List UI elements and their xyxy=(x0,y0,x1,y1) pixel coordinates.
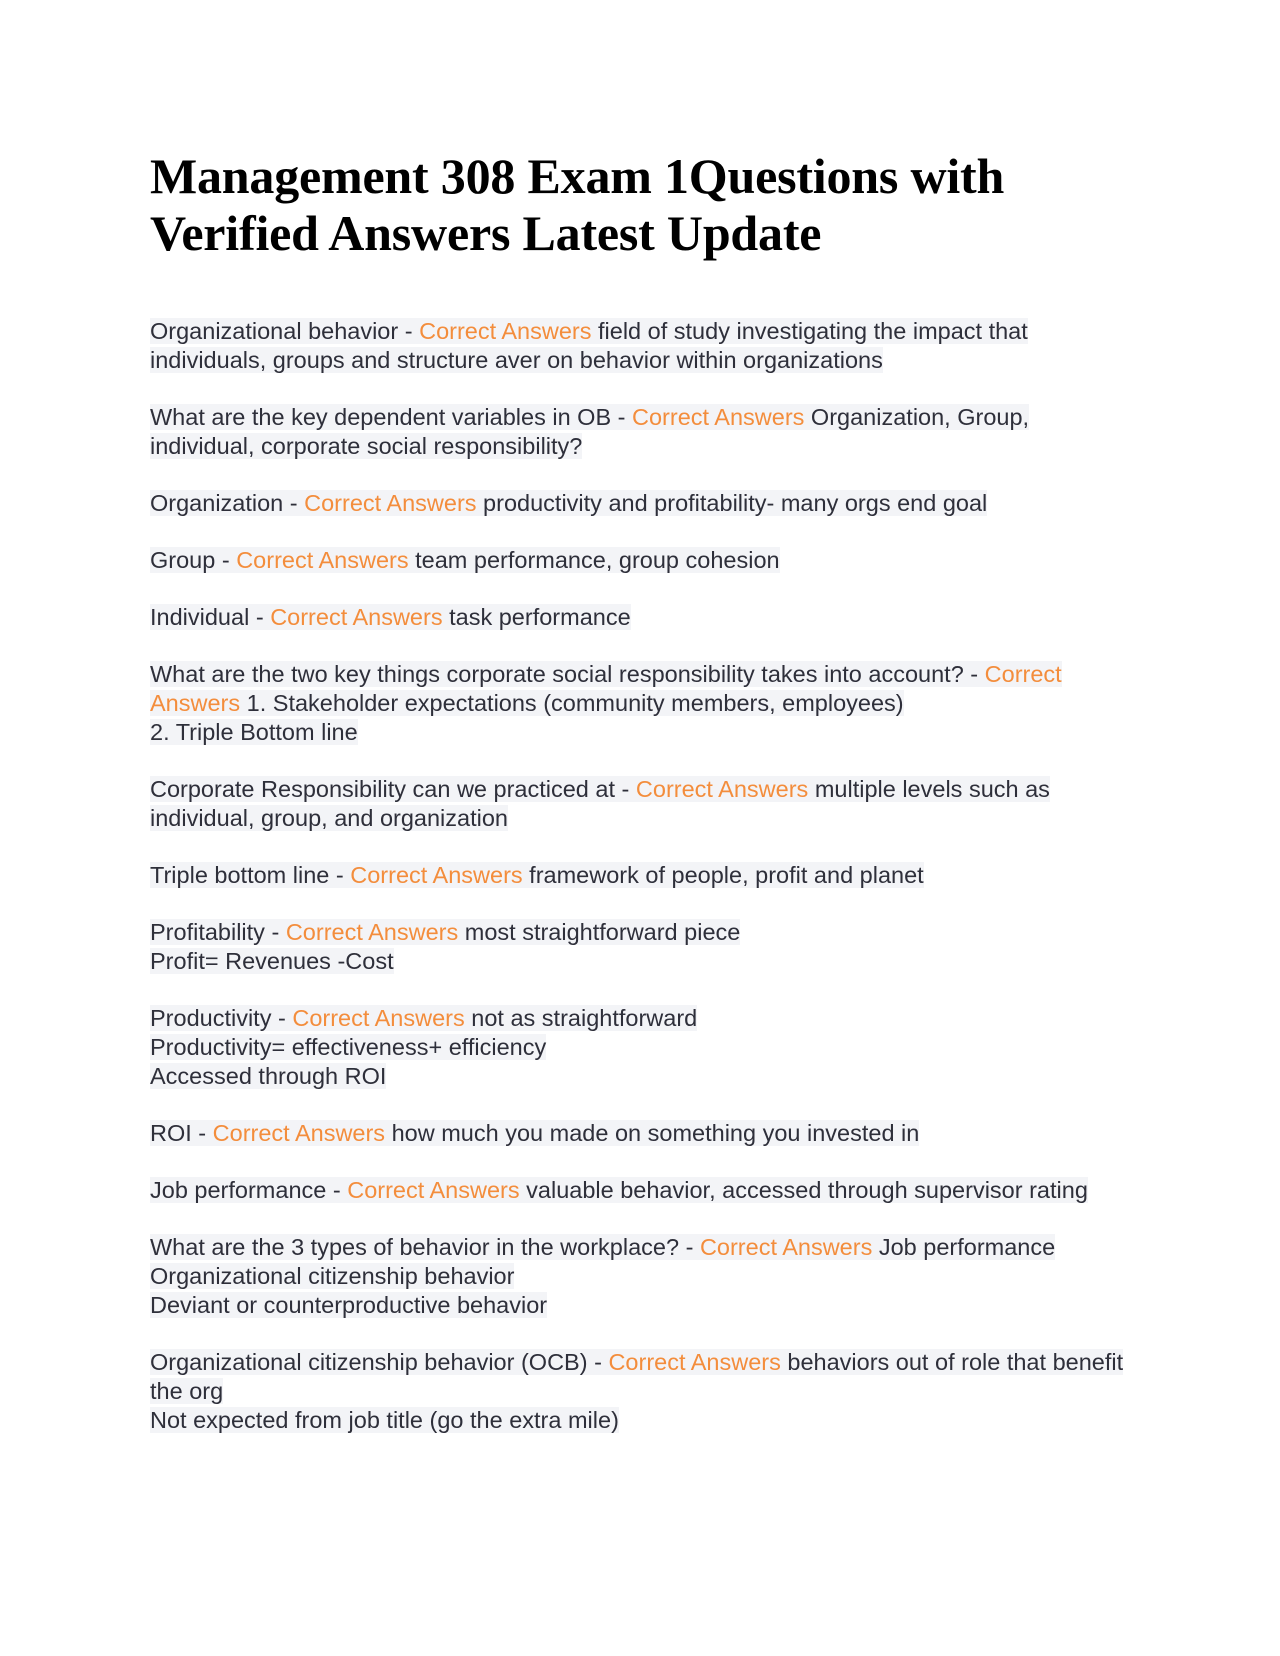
correct-answers-marker: Correct Answers xyxy=(699,1234,873,1260)
qa-term: Productivity - xyxy=(150,1005,293,1031)
qa-term: What are the key dependent variables in OB - xyxy=(150,404,633,430)
qa-list xyxy=(150,317,1130,1435)
correct-answers-marker: Correct Answers xyxy=(270,604,443,630)
qa-answer-line xyxy=(150,1033,1130,1062)
qa-entry xyxy=(150,603,1130,632)
qa-entry xyxy=(150,660,1130,747)
qa-answer: most straightforward piece xyxy=(458,919,741,945)
correct-answers-marker: Correct Answers xyxy=(292,1005,465,1031)
qa-highlight xyxy=(150,318,1028,373)
qa-answer-line xyxy=(150,1062,1130,1091)
document-page xyxy=(150,148,1130,1463)
qa-answer-line-text: Not expected from job title (go the extra mile) xyxy=(150,1407,619,1433)
qa-entry xyxy=(150,861,1130,890)
qa-answer: productivity and profitability- many orgs end goal xyxy=(476,490,988,516)
qa-answer-line xyxy=(150,1291,1130,1320)
qa-term: ROI - xyxy=(150,1120,213,1146)
qa-entry xyxy=(150,403,1130,461)
qa-answer: behaviors out of role that benefit the org xyxy=(150,1349,1124,1404)
qa-entry xyxy=(150,1004,1130,1091)
qa-entry xyxy=(150,546,1130,575)
qa-term: Organization - xyxy=(150,490,305,516)
qa-term: Organizational behavior - xyxy=(150,318,420,344)
qa-highlight xyxy=(150,604,631,630)
qa-answer-line-text: Productivity= effectiveness+ efficiency xyxy=(150,1034,547,1060)
correct-answers-marker: Correct Answers xyxy=(632,404,805,430)
correct-answers-marker: Correct Answers xyxy=(150,661,1062,716)
qa-term: Profitability - xyxy=(150,919,286,945)
correct-answers-marker: Correct Answers xyxy=(285,919,459,945)
qa-entry xyxy=(150,317,1130,375)
correct-answers-marker: Correct Answers xyxy=(419,318,592,344)
qa-entry xyxy=(150,918,1130,976)
correct-answers-marker: Correct Answers xyxy=(304,490,477,516)
qa-answer: Organization, Group, individual, corporate social responsibility? xyxy=(150,404,1030,459)
correct-answers-marker: Correct Answers xyxy=(236,547,409,573)
correct-answers-marker: Correct Answers xyxy=(608,1349,781,1375)
qa-highlight xyxy=(150,490,987,516)
qa-highlight xyxy=(150,1005,697,1031)
qa-entry xyxy=(150,1176,1130,1205)
qa-term: Corporate Responsibility can we practiced at - xyxy=(150,776,636,802)
qa-term: Triple bottom line - xyxy=(150,862,351,888)
qa-answer: team performance, group cohesion xyxy=(408,547,780,573)
qa-answer-line-text: Deviant or counterproductive behavior xyxy=(150,1292,548,1318)
qa-answer: valuable behavior, accessed through supervisor rating xyxy=(519,1177,1088,1203)
qa-term: Group - xyxy=(150,547,237,573)
qa-highlight xyxy=(150,919,740,945)
qa-highlight xyxy=(150,862,924,888)
qa-answer-line xyxy=(150,1406,1130,1435)
qa-answer: Job performance xyxy=(872,1234,1056,1260)
qa-highlight xyxy=(150,661,1062,716)
qa-highlight xyxy=(150,776,1050,831)
qa-answer-line-text: Accessed through ROI xyxy=(150,1063,387,1089)
correct-answers-marker: Correct Answers xyxy=(635,776,809,802)
correct-answers-marker: Correct Answers xyxy=(350,862,523,888)
qa-highlight xyxy=(150,1349,1123,1404)
qa-entry xyxy=(150,1348,1130,1435)
document-title: Management 308 Exam 1Questions with Verified Answers Latest Update xyxy=(150,148,1005,261)
qa-answer: 1. Stakeholder expectations (community members, employees) xyxy=(240,690,904,716)
qa-answer-line xyxy=(150,1262,1130,1291)
qa-answer: not as straightforward xyxy=(464,1005,698,1031)
qa-answer-line xyxy=(150,718,1130,747)
qa-entry xyxy=(150,1119,1130,1148)
qa-highlight xyxy=(150,547,780,573)
qa-term: What are the 3 types of behavior in the workplace? - xyxy=(150,1234,700,1260)
qa-term: Individual - xyxy=(150,604,271,630)
qa-answer-line xyxy=(150,947,1130,976)
correct-answers-marker: Correct Answers xyxy=(347,1177,520,1203)
qa-term: Job performance - xyxy=(150,1177,348,1203)
qa-answer: task performance xyxy=(442,604,631,630)
qa-answer-line-text: Profit= Revenues -Cost xyxy=(150,948,394,974)
qa-entry xyxy=(150,489,1130,518)
qa-highlight xyxy=(150,1177,1088,1203)
qa-answer: framework of people, profit and planet xyxy=(522,862,924,888)
qa-entry xyxy=(150,1233,1130,1320)
qa-term: Organizational citizenship behavior (OCB) - xyxy=(150,1349,609,1375)
qa-term: What are the two key things corporate social responsibility takes into account? - xyxy=(150,661,985,687)
qa-answer-line-text: 2. Triple Bottom line xyxy=(150,719,358,745)
qa-answer: how much you made on something you invested in xyxy=(385,1120,920,1146)
qa-highlight xyxy=(150,404,1029,459)
qa-highlight xyxy=(150,1120,919,1146)
qa-entry xyxy=(150,775,1130,833)
qa-answer: multiple levels such as individual, group, and organization xyxy=(150,776,1050,831)
qa-answer-line-text: Organizational citizenship behavior xyxy=(150,1263,515,1289)
correct-answers-marker: Correct Answers xyxy=(212,1120,386,1146)
qa-answer: field of study investigating the impact that individuals, groups and structure aver on behavior within organizations xyxy=(150,318,1028,373)
qa-highlight xyxy=(150,1234,1055,1260)
